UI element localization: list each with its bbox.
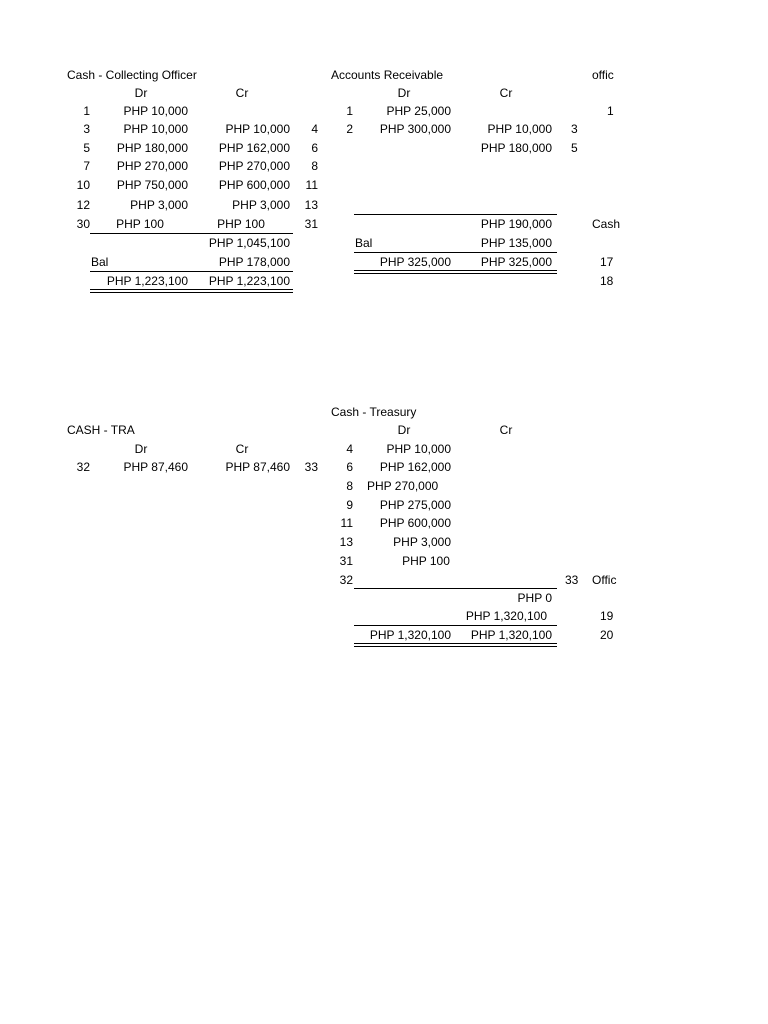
ledger-debit: PHP 87,460 xyxy=(123,460,188,474)
cash-tra-dr-header: Dr xyxy=(134,442,148,456)
double-underline xyxy=(354,270,557,274)
ledger-credit: PHP 180,000 xyxy=(480,141,552,155)
ledger-ref: 12 xyxy=(76,198,90,212)
ledger-ref: 5 xyxy=(571,141,578,155)
subtotal-rule xyxy=(354,588,557,589)
cash-collecting-dr-header: Dr xyxy=(134,86,148,100)
ledger-ref: 13 xyxy=(304,198,318,212)
ledger-debit: PHP 300,000 xyxy=(379,122,451,136)
cash-tra-title: CASH - TRA xyxy=(67,423,135,437)
treasury-cr-header: Cr xyxy=(499,423,513,437)
ledger-ref: 19 xyxy=(600,609,614,623)
ledger-ref: 31 xyxy=(339,554,353,568)
ledger-credit: PHP 10,000 xyxy=(487,122,552,136)
ledger-ref: 5 xyxy=(83,141,90,155)
ledger-ref: 18 xyxy=(600,274,614,288)
ledger-ref: 11 xyxy=(340,516,353,530)
ledger-debit: PHP 162,000 xyxy=(379,460,451,474)
ar-cr-header: Cr xyxy=(499,86,513,100)
treasury-balance: PHP 1,320,100 xyxy=(465,609,547,623)
cash-collecting-bal-label: Bal xyxy=(91,255,109,269)
ledger-ref: 7 xyxy=(83,159,90,173)
accounts-receivable-title: Accounts Receivable xyxy=(331,68,444,82)
ledger-debit: PHP 270,000 xyxy=(116,159,188,173)
ledger-debit: PHP 750,000 xyxy=(116,178,188,192)
ledger-debit: PHP 25,000 xyxy=(386,104,451,118)
ledger-ref: 4 xyxy=(311,122,318,136)
ledger-credit: PHP 3,000 xyxy=(232,198,290,212)
cash-collecting-cr-header: Cr xyxy=(235,86,249,100)
ledger-credit: PHP 270,000 xyxy=(218,159,290,173)
ledger-debit: PHP 100 xyxy=(116,217,164,231)
ledger-ref: 31 xyxy=(304,217,318,231)
ledger-debit: PHP 100 xyxy=(402,554,450,568)
ledger-ref: 33 xyxy=(304,460,318,474)
ar-total-dr: PHP 325,000 xyxy=(379,255,451,269)
ledger-credit: PHP 87,460 xyxy=(225,460,290,474)
ledger-ref: 32 xyxy=(76,460,90,474)
ledger-debit: PHP 600,000 xyxy=(379,516,451,530)
subtotal-rule xyxy=(90,233,293,234)
ledger-debit: PHP 180,000 xyxy=(116,141,188,155)
ledger-credit: PHP 10,000 xyxy=(225,122,290,136)
ledger-ref: 20 xyxy=(600,628,614,642)
cash-collecting-title: Cash - Collecting Officer xyxy=(67,68,197,82)
subtotal-rule xyxy=(354,214,557,215)
ledger-ref: 13 xyxy=(339,535,353,549)
total-rule xyxy=(90,271,293,272)
total-rule xyxy=(354,625,557,626)
double-underline xyxy=(354,643,557,647)
ledger-ref: 30 xyxy=(76,217,90,231)
ar-subtotal: PHP 190,000 xyxy=(480,217,552,231)
ledger-ref: 32 xyxy=(339,573,353,587)
ledger-ref: 33 xyxy=(565,573,579,587)
cash-treasury-title: Cash - Treasury xyxy=(331,405,417,419)
ledger-ref: 1 xyxy=(83,104,90,118)
total-rule xyxy=(354,252,557,253)
ledger-credit: PHP 600,000 xyxy=(218,178,290,192)
ledger-ref: 3 xyxy=(83,122,90,136)
cash-collecting-total-dr: PHP 1,223,100 xyxy=(106,274,188,288)
cash-collecting-subtotal: PHP 1,045,100 xyxy=(208,236,290,250)
ledger-debit: PHP 3,000 xyxy=(130,198,188,212)
ledger-ref: 17 xyxy=(600,255,614,269)
ledger-debit: PHP 10,000 xyxy=(123,104,188,118)
cash-tra-cr-header: Cr xyxy=(235,442,249,456)
ledger-ref: 1 xyxy=(607,104,614,118)
ar-balance: PHP 135,000 xyxy=(480,236,552,250)
ledger-ref: 6 xyxy=(311,141,318,155)
ledger-ref: 2 xyxy=(346,122,353,136)
ledger-ref: 6 xyxy=(346,460,353,474)
ledger-ref: 3 xyxy=(571,122,578,136)
ar-dr-header: Dr xyxy=(397,86,411,100)
cash-collecting-balance: PHP 178,000 xyxy=(218,255,290,269)
office-label: Offic xyxy=(592,573,617,587)
ledger-debit: PHP 270,000 xyxy=(367,479,439,493)
treasury-total-dr: PHP 1,320,100 xyxy=(369,628,451,642)
ledger-ref: 4 xyxy=(346,442,353,456)
ledger-ref: 8 xyxy=(346,479,353,493)
treasury-dr-header: Dr xyxy=(397,423,411,437)
ledger-debit: PHP 10,000 xyxy=(386,442,451,456)
ledger-ref: 10 xyxy=(76,178,90,192)
ledger-ref: 8 xyxy=(311,159,318,173)
ledger-debit: PHP 10,000 xyxy=(123,122,188,136)
treasury-total-cr: PHP 1,320,100 xyxy=(470,628,552,642)
ledger-ref: 9 xyxy=(346,498,353,512)
ledger-ref: 11 xyxy=(305,178,318,192)
ledger-credit: PHP 162,000 xyxy=(218,141,290,155)
ar-bal-label: Bal xyxy=(355,236,373,250)
double-underline xyxy=(90,289,293,293)
treasury-subtotal: PHP 0 xyxy=(517,591,552,605)
office-cash-label: Cash xyxy=(592,217,621,231)
ar-total-cr: PHP 325,000 xyxy=(480,255,552,269)
ledger-ref: 1 xyxy=(346,104,353,118)
ledger-debit: PHP 275,000 xyxy=(379,498,451,512)
ledger-credit: PHP 100 xyxy=(217,217,265,231)
office-partial-title: offic xyxy=(592,68,614,82)
ledger-debit: PHP 3,000 xyxy=(393,535,451,549)
cash-collecting-total-cr: PHP 1,223,100 xyxy=(208,274,290,288)
